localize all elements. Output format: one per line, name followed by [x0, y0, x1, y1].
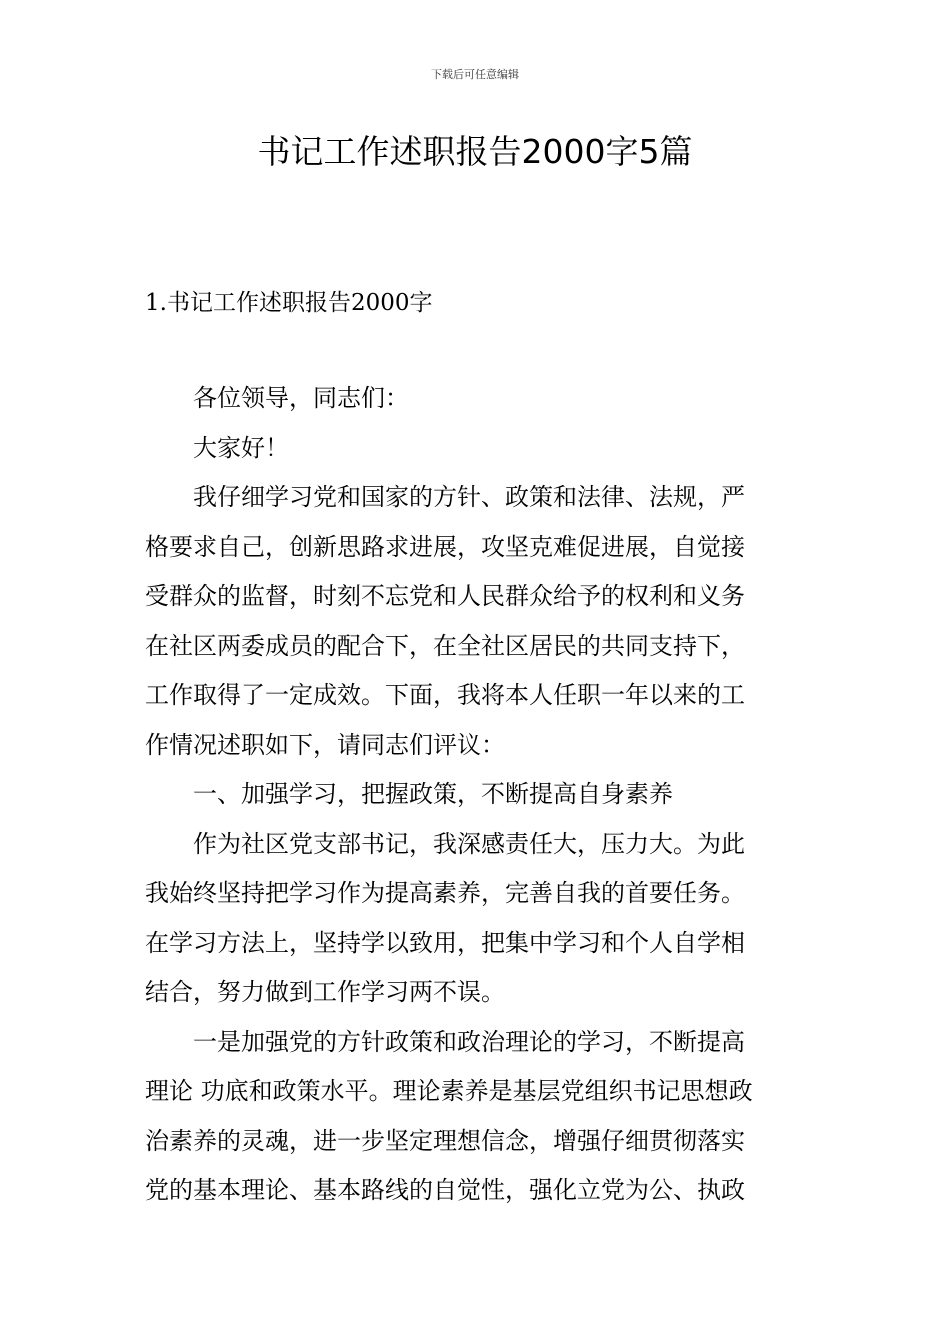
- paragraph-hello: [145, 424, 807, 474]
- paragraph-line: 一是加强党的方针政策和政治理论的学习，不断提高: [193, 1027, 745, 1056]
- paragraph-study: [145, 820, 807, 1018]
- paragraph-line: 党的基本理论、基本路线的自觉性，强化立党为公、执政: [145, 1176, 745, 1204]
- paragraph-line: 在社区两委成员的配合下，在全社区居民的共同支持下，: [145, 631, 745, 660]
- section-heading: 1.书记工作述职报告2000字: [145, 290, 433, 316]
- paragraph-line: 各位领导，同志们：: [193, 384, 409, 412]
- paragraph-line: 一、加强学习，把握政策，不断提高自身素养: [193, 780, 673, 808]
- paragraph-subheading: [145, 770, 807, 820]
- paragraph-line: 大家好！: [193, 433, 289, 462]
- paragraph-line: 理论 功底和政策水平。理论素养是基层党组织书记思想政: [145, 1077, 753, 1105]
- paragraph-line: 我始终坚持把学习作为提高素养，完善自我的首要任务。: [145, 879, 745, 907]
- paragraph-line: 治素养的灵魂，进一步坚定理想信念，增强仔细贯彻落实: [145, 1126, 745, 1155]
- paragraph-line: 作为社区党支部书记，我深感责任大，压力大。为此: [193, 829, 745, 858]
- paragraph-greeting: [145, 374, 807, 424]
- document-title: 书记工作述职报告2000字5篇: [257, 132, 693, 171]
- paragraph-line: 格要求自己，创新思路求进展，攻坚克难促进展，自觉接: [145, 532, 745, 561]
- paragraph-line: 受群众的监督，时刻不忘党和人民群众给予的权利和义务: [145, 582, 745, 610]
- paragraph-line: 作情况述职如下，请同志们评议：: [145, 730, 505, 759]
- paragraph-intro: [145, 473, 807, 770]
- paragraph-theory: [145, 1018, 807, 1216]
- download-note: 下载后可任意编辑: [431, 68, 519, 81]
- paragraph-line: 在学习方法上，坚持学以致用，把集中学习和个人自学相: [145, 928, 745, 957]
- paragraph-line: 结合，努力做到工作学习两不误。: [145, 978, 505, 1006]
- document-body: [145, 374, 807, 1216]
- paragraph-line: 工作取得了一定成效。下面，我将本人任职一年以来的工: [145, 681, 745, 709]
- paragraph-line: 我仔细学习党和国家的方针、政策和法律、法规，严: [193, 483, 745, 511]
